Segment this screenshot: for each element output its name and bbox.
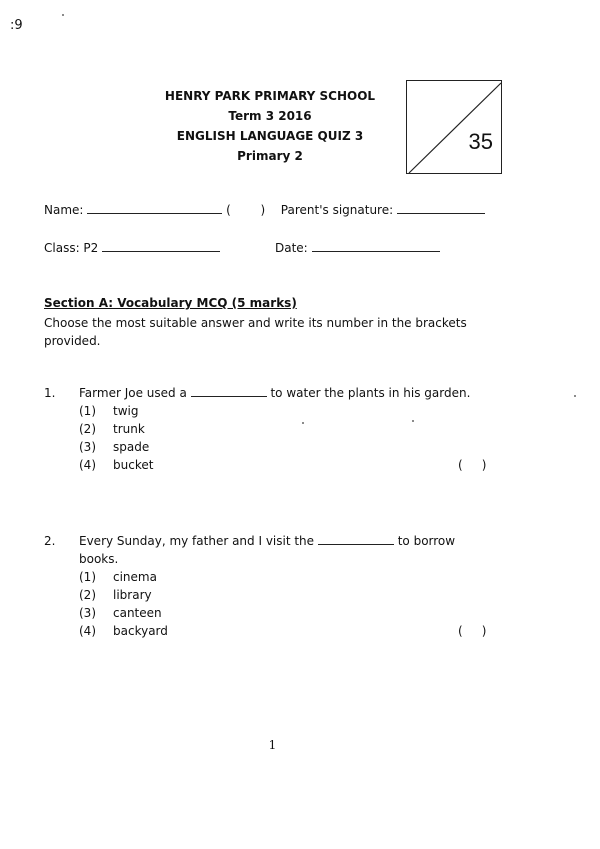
score-box xyxy=(406,80,502,174)
name-row xyxy=(44,203,485,217)
option: (2) trunk xyxy=(79,422,145,436)
date-row xyxy=(275,241,440,255)
class-field[interactable] xyxy=(102,251,220,252)
question-number: 2. xyxy=(44,534,56,548)
answer-blank xyxy=(191,396,267,397)
question-text-before: Every Sunday, my father and I visit the xyxy=(79,534,315,548)
answer-blank xyxy=(318,544,394,545)
section-title: Section A: Vocabulary MCQ (5 marks) xyxy=(44,296,297,310)
section-instructions: Choose the most suitable answer and write its number in the brackets provided. xyxy=(44,316,467,348)
question-text-after: to water the plants in his garden. xyxy=(270,386,471,400)
question-1 xyxy=(44,384,514,484)
quiz-header xyxy=(130,86,410,166)
question-text-before: Farmer Joe used a xyxy=(79,386,187,400)
score-value: 35 xyxy=(468,129,493,154)
quiz-title: ENGLISH LANGUAGE QUIZ 3 xyxy=(176,129,364,143)
class-label: Class: P2 xyxy=(44,241,99,255)
name-label: Name: xyxy=(44,203,84,217)
option: (4) bucket xyxy=(79,458,154,472)
level-label: Primary 2 xyxy=(237,149,303,163)
scan-speck xyxy=(302,422,304,424)
term-label: Term 3 2016 xyxy=(228,109,312,123)
answer-brackets[interactable]: ( ) xyxy=(458,458,487,472)
options-list xyxy=(79,568,168,640)
date-label: Date: xyxy=(275,241,308,255)
option: (4) backyard xyxy=(79,624,168,638)
register-open-paren: ( xyxy=(226,203,231,217)
answer-brackets[interactable]: ( ) xyxy=(458,624,487,638)
question-text xyxy=(79,384,499,402)
option: (2) library xyxy=(79,588,152,602)
parent-signature-field[interactable] xyxy=(397,213,485,214)
scan-speck xyxy=(574,395,576,397)
score-diagonal xyxy=(407,81,503,175)
corner-mark: :9 xyxy=(10,18,23,33)
school-name: HENRY PARK PRIMARY SCHOOL xyxy=(164,89,376,103)
scan-speck xyxy=(412,420,414,422)
option: (1) cinema xyxy=(79,570,157,584)
question-number: 1. xyxy=(44,386,56,400)
option: (3) spade xyxy=(79,440,150,454)
date-field[interactable] xyxy=(312,251,440,252)
question-2 xyxy=(44,532,514,652)
question-text-after: to borrow books. xyxy=(79,534,456,566)
name-field[interactable] xyxy=(87,213,222,214)
scan-speck xyxy=(62,14,64,16)
option: (3) canteen xyxy=(79,606,162,620)
class-row xyxy=(44,241,220,255)
question-text xyxy=(79,532,489,568)
options-list xyxy=(79,402,153,474)
register-close-paren: ) xyxy=(260,203,266,217)
parent-signature-label: Parent's signature: xyxy=(280,203,394,217)
option: (1) twig xyxy=(79,404,139,418)
page-number: 1 xyxy=(268,738,277,752)
